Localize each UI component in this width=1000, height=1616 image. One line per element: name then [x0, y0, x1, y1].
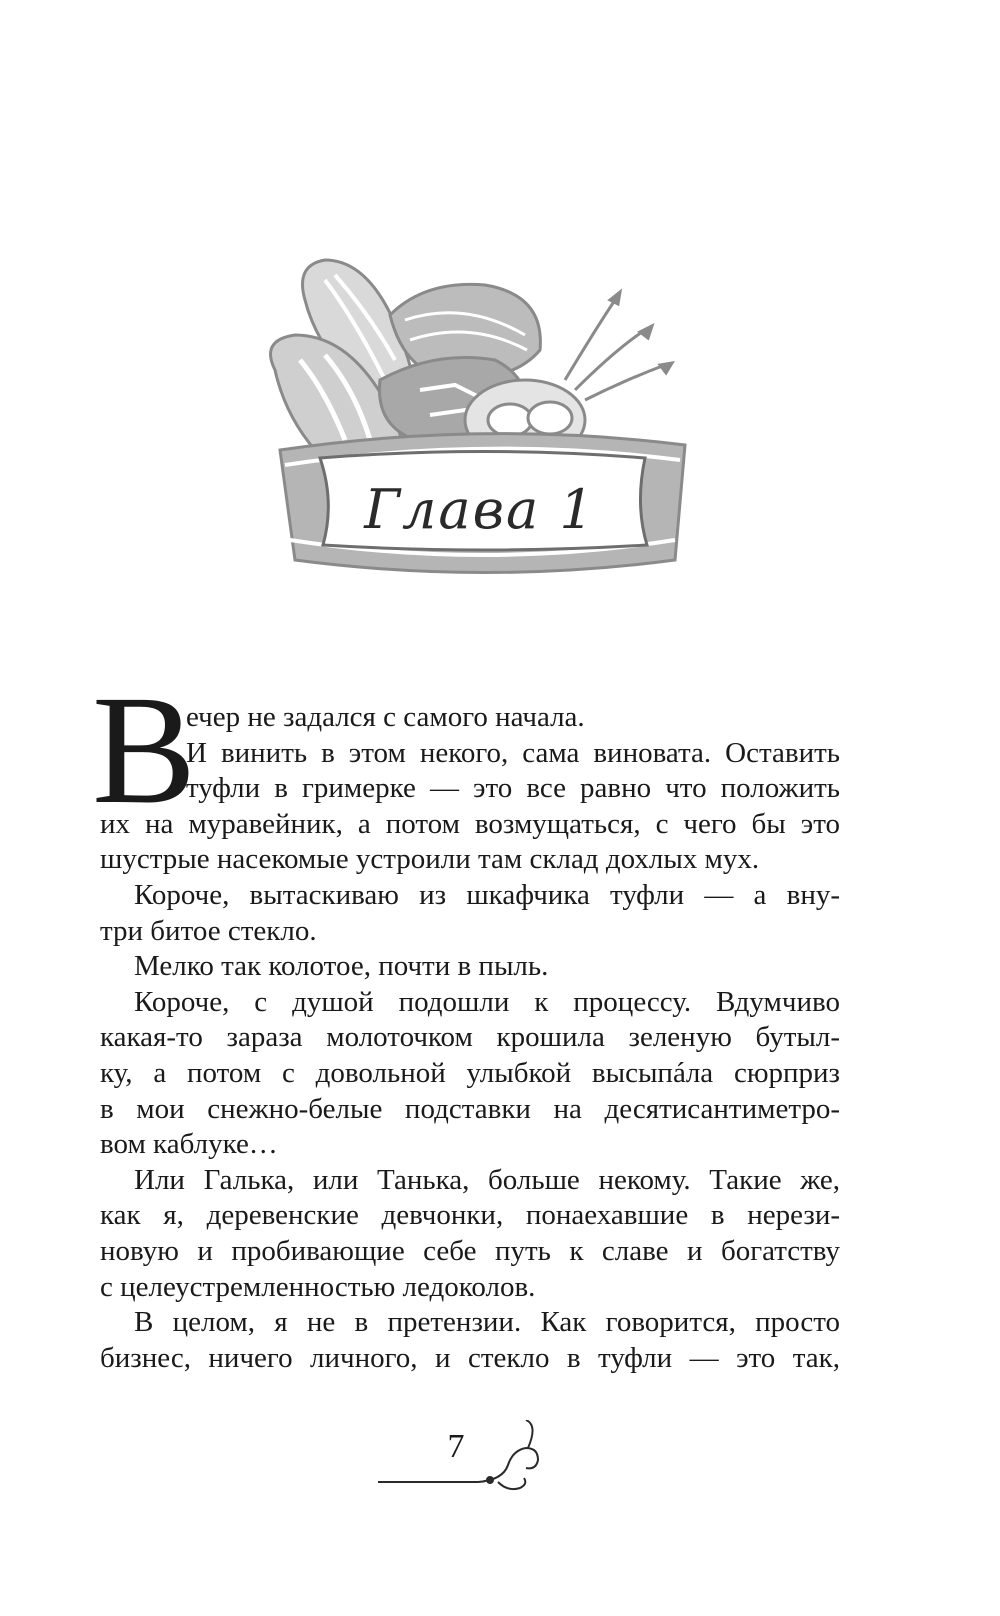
text-line: как я, деревенские девчонки, понаехавшие в нерези- — [100, 1199, 840, 1232]
text-line: три битое стекло. — [100, 914, 317, 947]
text-line: туфли в гримерке — это все равно что положить — [186, 772, 840, 805]
text-line: В целом, я не в претензии. Как говорится, просто — [134, 1306, 840, 1339]
chapter-title: Глава 1 — [364, 478, 596, 541]
text-line: их на муравейник, а потом возмущаться, с чего бы это — [100, 807, 840, 840]
text-line: Мелко так колотое, почти в пыль. — [134, 950, 549, 983]
text-line: какая-то зараза молоточком крошила зеленую бутыл- — [100, 1021, 840, 1054]
text-line: Или Галька, или Танька, больше некому. Такие же, — [134, 1163, 840, 1196]
text-line: бизнес, ничего личного, и стекло в туфли — это так, — [100, 1341, 840, 1374]
text-line: вом каблуке… — [100, 1128, 278, 1161]
text-line: в мои снежно-белые подставки на десятисантиметро- — [100, 1092, 840, 1125]
text-line: Короче, вытаскиваю из шкафчика туфли — а вну- — [134, 878, 840, 911]
page-number: 7 — [447, 1428, 465, 1465]
page-ornament — [378, 1420, 578, 1500]
text-line: ечер не задался с самого начала. — [186, 701, 585, 733]
drop-cap-letter: В — [92, 663, 197, 836]
text-line: Короче, с душой подошли к процессу. Вдумчиво — [134, 985, 840, 1018]
text-line: с целеустремленностью ледоколов. — [100, 1270, 536, 1303]
text-line: ку, а потом с довольной улыбкой высыпáла сюрприз — [100, 1056, 840, 1089]
body-text — [100, 700, 840, 1376]
text-line: новую и пробивающие себе путь к славе и богатству — [100, 1234, 840, 1267]
text-line: И винить в этом некого, сама виновата. Оставить — [186, 736, 840, 769]
swirl-ornament-icon — [378, 1420, 578, 1500]
text-line: шустрые насекомые устроили там склад дохлых мух. — [100, 843, 760, 876]
